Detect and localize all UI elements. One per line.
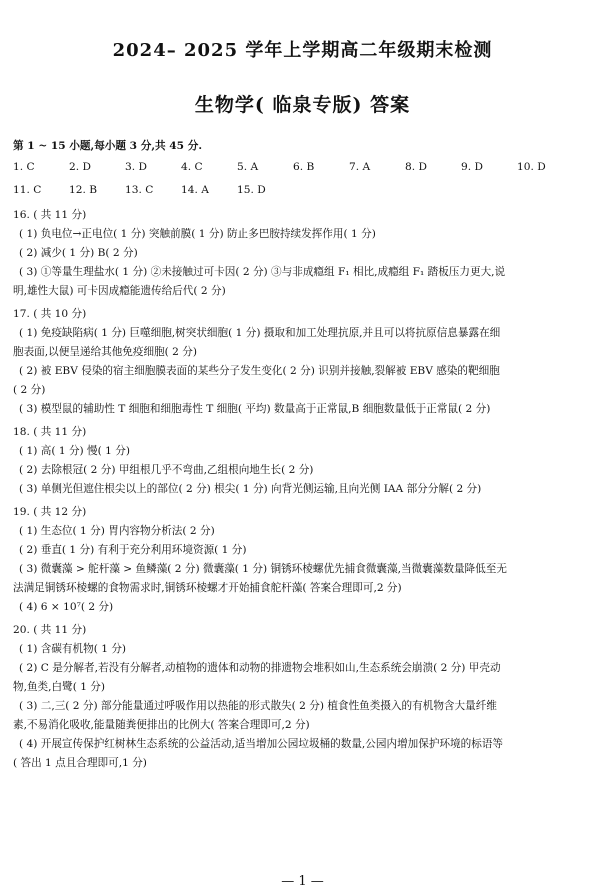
page-subtitle: 生物学( 临泉专版) 答案	[194, 94, 411, 116]
answer-line: 素,不易消化吸收,能量随粪便排出的比例大( 答案合理即可,2 分)	[13, 719, 310, 731]
answer-line: ( 2) 被 EBV 侵染的宿主细胞膜表面的某些分子发生变化( 2 分) 识别并接触,裂解被 EBV 感染的靶细胞	[19, 365, 500, 377]
answer-line: ( 3) 微囊藻 > 舵杆藻 > 鱼鳞藻( 2 分) 微囊藻( 1 分) 铜锈环棱螺优先捕食微囊藻,当微囊藻数量降低至无	[19, 563, 507, 575]
question-18	[13, 423, 595, 499]
answer-line: ( 答出 1 点且合理即可,1 分)	[13, 757, 147, 769]
mc-answer: 3. D	[125, 161, 147, 173]
page-title: 2024– 2025 学年上学期高二年级期末检测	[112, 40, 493, 61]
question-19	[13, 503, 595, 617]
mc-answers-row-2	[13, 179, 595, 202]
answer-line: ( 3) 模型鼠的辅助性 T 细胞和细胞毒性 T 细胞( 平均) 数量高于正常鼠,B 细胞数量低于正常鼠( 2 分)	[19, 403, 491, 415]
answer-line: ( 3) 二,三( 2 分) 部分能量通过呼吸作用以热能的形式散失( 2 分) 植食性鱼类摄入的有机物含大量纤维	[19, 700, 497, 712]
answer-line: ( 2) C 是分解者,若没有分解者,动植物的遗体和动物的排遗物会堆积如山,生态系统会崩溃( 2 分) 甲壳动	[19, 662, 501, 674]
mc-answer: 10. D	[517, 161, 546, 173]
answer-line: ( 2) 减少( 1 分) B( 2 分)	[19, 247, 138, 259]
answer-line: 胞表面,以便呈递给其他免疫细胞( 2 分)	[13, 346, 198, 358]
mc-answer: 14. A	[181, 184, 209, 196]
answer-line: 法满足铜锈环棱螺的食物需求时,铜锈环棱螺才开始捕食舵杆藻( 答案合理即可,2 分)	[13, 582, 402, 594]
answer-line: ( 1) 高( 1 分) 慢( 1 分)	[19, 445, 130, 457]
mc-answers-row-1	[13, 156, 595, 179]
answer-line: 物,鱼类,白鹭( 1 分)	[13, 681, 106, 693]
answer-line: ( 1) 含碳有机物( 1 分)	[19, 643, 127, 655]
question-header: 20. ( 共 11 分)	[13, 624, 87, 636]
mc-answer: 15. D	[237, 184, 266, 196]
mc-answer: 1. C	[13, 161, 35, 173]
question-header: 18. ( 共 11 分)	[13, 426, 87, 438]
page-number: — 1 —	[281, 874, 324, 889]
mc-answer: 4. C	[181, 161, 203, 173]
answer-content	[13, 137, 595, 773]
mc-answer: 11. C	[13, 184, 42, 196]
answer-line: ( 4) 6 × 10⁷( 2 分)	[19, 601, 114, 613]
mc-answer: 6. B	[293, 161, 315, 173]
answer-line: ( 1) 负电位→正电位( 1 分) 突触前膜( 1 分) 防止多巴胺持续发挥作用( 1 分)	[19, 228, 376, 240]
question-header: 19. ( 共 12 分)	[13, 506, 87, 518]
question-header: 16. ( 共 11 分)	[13, 209, 87, 221]
mc-answer: 2. D	[69, 161, 91, 173]
answer-line: ( 3) ①等量生理盐水( 1 分) ②未接触过可卡因( 2 分) ③与非成瘾组 F₁ 相比,成瘾组 F₁ 踏板压力更大,说	[19, 266, 506, 278]
answer-line: 明,雄性大鼠) 可卡因成瘾能遗传给后代( 2 分)	[13, 285, 226, 297]
answer-line: ( 2 分)	[13, 384, 46, 396]
mc-answer: 12. B	[69, 184, 97, 196]
question-header: 17. ( 共 10 分)	[13, 308, 87, 320]
answer-line: ( 2) 垂直( 1 分) 有利于充分利用环境资源( 1 分)	[19, 544, 247, 556]
answer-line: ( 1) 免疫缺陷病( 1 分) 巨噬细胞,树突状细胞( 1 分) 摄取和加工处理抗原,并且可以将抗原信息暴露在细	[19, 327, 501, 339]
question-20	[13, 621, 595, 773]
mc-answer: 7. A	[349, 161, 371, 173]
mc-answer: 9. D	[461, 161, 483, 173]
question-17	[13, 305, 595, 419]
question-16	[13, 206, 595, 301]
answer-line: ( 1) 生态位( 1 分) 胃内容物分析法( 2 分)	[19, 525, 215, 537]
mc-answer: 5. A	[237, 161, 259, 173]
answer-line: ( 3) 单侧光但遮住根尖以上的部位( 2 分) 根尖( 1 分) 向背光侧运输,且向光侧 IAA 部分分解( 2 分)	[19, 483, 482, 495]
mc-answer: 13. C	[125, 184, 154, 196]
answer-line: ( 2) 去除根冠( 2 分) 甲组根几乎不弯曲,乙组根向地生长( 2 分)	[19, 464, 314, 476]
mc-intro: 第 1 ~ 15 小题,每小题 3 分,共 45 分.	[13, 140, 203, 152]
mc-answer: 8. D	[405, 161, 427, 173]
answer-line: ( 4) 开展宣传保护红树林生态系统的公益活动,适当增加公园垃圾桶的数量,公园内增加保护环境的标语等	[19, 738, 504, 750]
